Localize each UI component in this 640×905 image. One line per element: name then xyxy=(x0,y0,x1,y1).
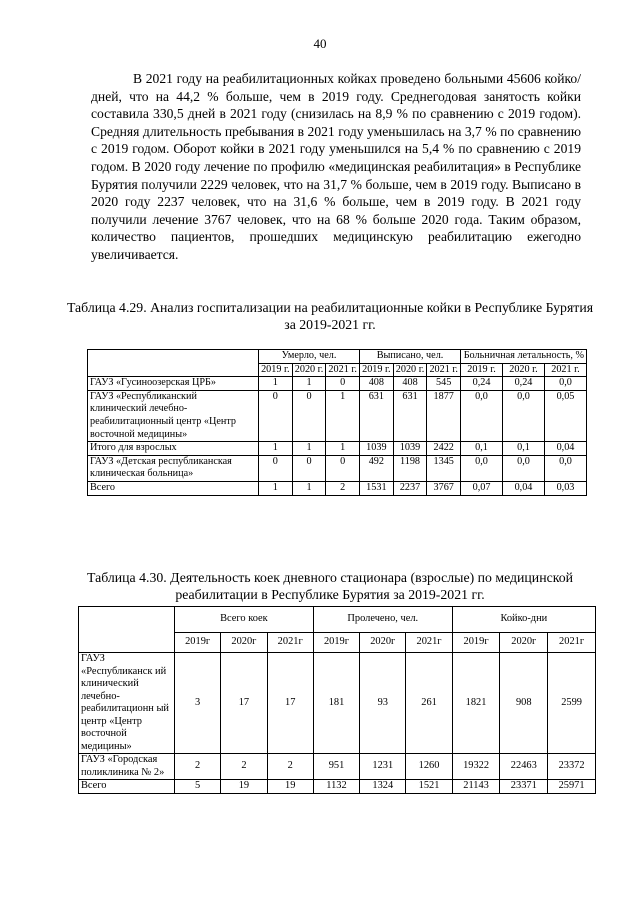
table-row xyxy=(79,780,596,794)
table2-group-header: Койко-дни xyxy=(452,607,595,633)
table1-group-header: Выписано, чел. xyxy=(360,350,461,364)
table-cell: 22463 xyxy=(500,754,548,780)
table-cell: 0,0 xyxy=(503,455,545,481)
table2-group-header: Всего коек xyxy=(175,607,314,633)
table-row xyxy=(79,754,596,780)
page-number: 40 xyxy=(313,36,327,51)
year-header: 2020 г. xyxy=(292,363,326,377)
table-cell: 3 xyxy=(175,653,221,754)
table-cell: 0,24 xyxy=(461,377,503,391)
table-cell: 19 xyxy=(267,780,313,794)
table-cell: 631 xyxy=(393,390,427,441)
year-header: 2021 г. xyxy=(326,363,360,377)
table-cell: 0,03 xyxy=(544,481,586,495)
table-cell: 408 xyxy=(393,377,427,391)
table-cell: 0,0 xyxy=(544,455,586,481)
table-cell: 0,24 xyxy=(503,377,545,391)
table-cell: 492 xyxy=(360,455,394,481)
row-label: ГАУЗ «Республиканск ий клинический лечебно-реабилитационн ый центр «Центр восточной медицины» xyxy=(79,653,175,754)
table-row xyxy=(79,653,596,754)
year-header: 2020г xyxy=(221,633,267,653)
table-cell: 1198 xyxy=(393,455,427,481)
year-header: 2020 г. xyxy=(393,363,427,377)
table1-group-header: Умерло, чел. xyxy=(259,350,360,364)
table-cell: 17 xyxy=(221,653,267,754)
row-label: Итого для взрослых xyxy=(88,442,259,456)
table-cell: 408 xyxy=(360,377,394,391)
table-cell: 93 xyxy=(360,653,406,754)
table-cell: 21143 xyxy=(452,780,500,794)
row-label: ГАУЗ «Городская поликлиника № 2» xyxy=(79,754,175,780)
year-header: 2019 г. xyxy=(360,363,394,377)
table1-corner-cell xyxy=(88,350,259,377)
table-cell: 0 xyxy=(292,455,326,481)
table-cell: 0 xyxy=(292,390,326,441)
table-cell: 1 xyxy=(292,377,326,391)
table-cell: 0,0 xyxy=(544,377,586,391)
year-header: 2021 г. xyxy=(427,363,461,377)
table-cell: 0,07 xyxy=(461,481,503,495)
table-cell: 1324 xyxy=(360,780,406,794)
table-cell: 1877 xyxy=(427,390,461,441)
row-label: ГАУЗ «Республиканский клинический лечебно-реабилитационный центр «Центр восточной медицины» xyxy=(88,390,259,441)
table-cell: 1 xyxy=(326,442,360,456)
table-cell: 3767 xyxy=(427,481,461,495)
table-cell: 1 xyxy=(259,442,293,456)
table-cell: 1132 xyxy=(313,780,359,794)
year-header: 2019г xyxy=(452,633,500,653)
table1-header-row xyxy=(88,350,587,364)
table-cell: 23372 xyxy=(548,754,596,780)
table2-group-header: Пролечено, чел. xyxy=(313,607,452,633)
row-label: ГАУЗ «Гусиноозерская ЦРБ» xyxy=(88,377,259,391)
table-cell: 2599 xyxy=(548,653,596,754)
table-cell: 0,0 xyxy=(461,455,503,481)
table-cell: 908 xyxy=(500,653,548,754)
year-header: 2019 г. xyxy=(461,363,503,377)
year-header: 2020г xyxy=(500,633,548,653)
table-cell: 23371 xyxy=(500,780,548,794)
table-cell: 5 xyxy=(175,780,221,794)
row-label: ГАУЗ «Детская республиканская клиническая больница» xyxy=(88,455,259,481)
table-cell: 261 xyxy=(406,653,452,754)
table-cell: 1345 xyxy=(427,455,461,481)
table-cell: 0,1 xyxy=(503,442,545,456)
table2-caption: Таблица 4.30. Деятельность коек дневного стационара (взрослые) по медицинской реабилитации в Республике Бурятия за 2019-2021 гг. xyxy=(87,570,573,602)
day-hospital-table xyxy=(78,606,596,794)
row-label: Всего xyxy=(79,780,175,794)
table-cell: 19322 xyxy=(452,754,500,780)
table-cell: 181 xyxy=(313,653,359,754)
year-header: 2019г xyxy=(175,633,221,653)
table-cell: 17 xyxy=(267,653,313,754)
table-cell: 0,04 xyxy=(503,481,545,495)
table2-header-row xyxy=(79,607,596,633)
table-row xyxy=(88,442,587,456)
table-cell: 2 xyxy=(221,754,267,780)
table-cell: 1 xyxy=(326,390,360,441)
table-cell: 0 xyxy=(259,455,293,481)
year-header: 2019 г. xyxy=(259,363,293,377)
table-cell: 951 xyxy=(313,754,359,780)
year-header: 2020г xyxy=(360,633,406,653)
table2-corner-cell xyxy=(79,607,175,653)
table-row xyxy=(88,455,587,481)
table-cell: 0,04 xyxy=(544,442,586,456)
table-cell: 1521 xyxy=(406,780,452,794)
table-cell: 19 xyxy=(221,780,267,794)
table-cell: 1260 xyxy=(406,754,452,780)
table-cell: 1531 xyxy=(360,481,394,495)
table-cell: 2237 xyxy=(393,481,427,495)
table-cell: 1 xyxy=(259,481,293,495)
table-row xyxy=(88,481,587,495)
table-cell: 1 xyxy=(292,481,326,495)
body-paragraph: В 2021 году на реабилитационных койках проведено больными 45606 койко/дней, что на 44,2 % больше, чем в 2019 году. Среднегодовая занятость койки составила 330,5 дней в 2021 году (снизилась на 8,9 % по сравнению с 2019 годом). Средняя длительность пребывания в 2021 году уменьшилась на 3,7 % по сравнению с 2019 годом. Оборот койки в 2021 году уменьшился на 5,4 % по сравнению с 2019 годом. В 2020 году лечение по профилю «медицинская реабилитация» в Республике Бурятия получили 2229 человек, что на 31,7 % больше, чем в 2019 году. Выписано в 2020 году 2237 человек, что на 31,6 % больше, чем в 2019 году. В 2021 году получили лечение 3767 человек, что на 68 % больше 2020 года. Таким образом, количество пациентов, прошедших медицинскую реабилитацию ежегодно увеличивается. xyxy=(91,71,581,262)
table-cell: 2 xyxy=(175,754,221,780)
table-cell: 2 xyxy=(326,481,360,495)
table-cell: 1039 xyxy=(360,442,394,456)
table-cell: 1 xyxy=(292,442,326,456)
table-cell: 631 xyxy=(360,390,394,441)
table-cell: 0 xyxy=(259,390,293,441)
hospitalization-table xyxy=(87,349,587,496)
table-cell: 1 xyxy=(259,377,293,391)
year-header: 2020 г. xyxy=(503,363,545,377)
table1-caption: Таблица 4.29. Анализ госпитализации на реабилитационные койки в Республике Бурятия за 2019-2021 гг. xyxy=(66,300,594,332)
table-cell: 1039 xyxy=(393,442,427,456)
table-cell: 0 xyxy=(326,455,360,481)
table-cell: 0,0 xyxy=(503,390,545,441)
table1-group-header: Больничная летальность, % xyxy=(461,350,587,364)
table-cell: 0,0 xyxy=(461,390,503,441)
year-header: 2021г xyxy=(267,633,313,653)
year-header: 2019г xyxy=(313,633,359,653)
table-cell: 2422 xyxy=(427,442,461,456)
table-row xyxy=(88,390,587,441)
table-row xyxy=(88,377,587,391)
table-cell: 0,05 xyxy=(544,390,586,441)
year-header: 2021г xyxy=(548,633,596,653)
table-cell: 0 xyxy=(326,377,360,391)
table-cell: 2 xyxy=(267,754,313,780)
year-header: 2021 г. xyxy=(544,363,586,377)
year-header: 2021г xyxy=(406,633,452,653)
table-cell: 1821 xyxy=(452,653,500,754)
table-cell: 0,1 xyxy=(461,442,503,456)
table-cell: 1231 xyxy=(360,754,406,780)
row-label: Всего xyxy=(88,481,259,495)
table-cell: 25971 xyxy=(548,780,596,794)
table-cell: 545 xyxy=(427,377,461,391)
